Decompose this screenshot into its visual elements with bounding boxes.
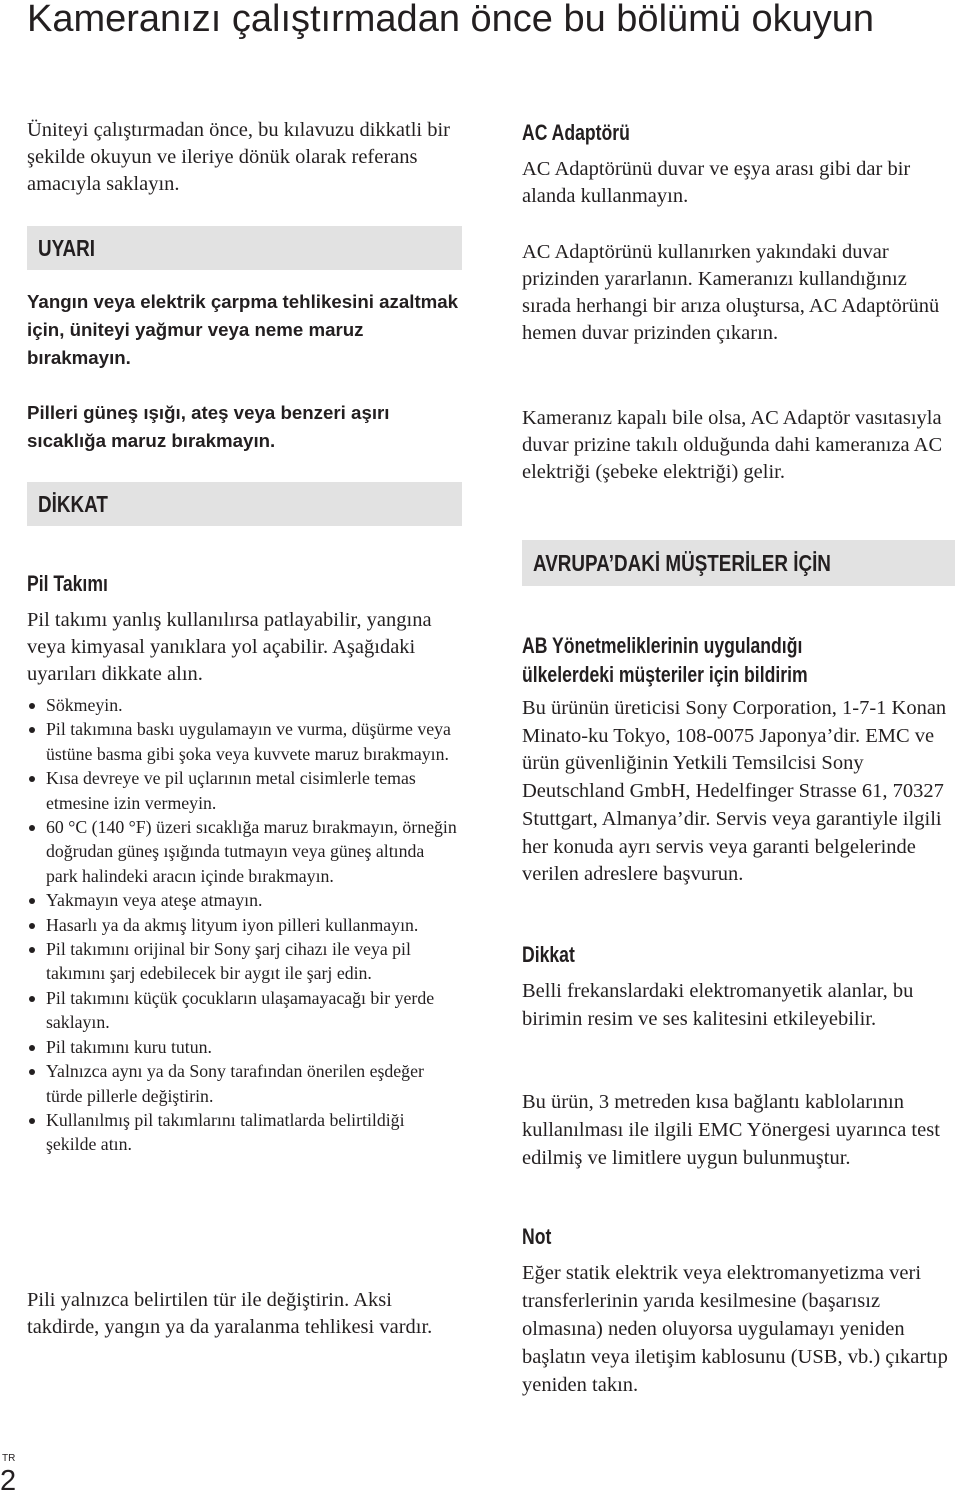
ab-text: Bu ürünün üreticisi Sony Corporation, 1-7-1 Konan Minato-ku Tokyo, 108-0075 Japonya’dir. EMC ve ürün güvenliğinin Yetkili Temsilcisi Sony Deutschland GmbH, Hedelfinger Strasse 61, 70327 Stuttgart, Almanya’dir. Servis veya garantiyle ilgili her konuda ayrı servis veya garanti belgelerinde verilen adreslere başvurun. [522, 697, 947, 886]
not-heading [522, 1223, 952, 1251]
uyari-label: UYARI [38, 234, 95, 261]
intro-text: Üniteyi çalıştırmadan önce, bu kılavuzu dikkatli bir şekilde okuyun ve ileriye dönük olarak referans amacıyla saklayın. [27, 119, 450, 195]
list-item: Yakmayın veya ateşe atmayın. [27, 888, 457, 912]
list-item: Sökmeyin. [27, 693, 457, 717]
list-item: Kullanılmış pil takımlarını talimatlarda belirtildiği şekilde atın. [27, 1108, 457, 1157]
pil-warning-list [27, 693, 457, 1157]
dikkat-heading-text: Dikkat [522, 942, 575, 967]
emc-text: Bu ürün, 3 metreden kısa bağlantı kablolarının kullanılması ile ilgili EMC Yönergesi uyarınca test edilmiş ve limitlere uygun bulunmuştur. [522, 1091, 940, 1169]
list-item: Pil takımını orijinal bir Sony şarj cihazı ile veya pil takımını şarj edebilecek bir aygıt ile şarj edin. [27, 937, 457, 986]
pil-intro: Pil takımı yanlış kullanılırsa patlayabilir, yangına veya kimyasal yanıklara yol açabilir. Aşağıdaki uyarıları dikkate alın. [27, 609, 432, 685]
avrupa-label: AVRUPA’DAKİ MÜŞTERİLER İÇİN [533, 549, 831, 576]
ac-heading [522, 119, 952, 147]
not-text: Eğer statik elektrik veya elektromanyetizma veri transferlerinin yarıda kesilmesine (başarısız olmasına) neden oluyorsa uygulamayı yeniden başlatın veya iletişim kablosunu (USB, vb.) çıkartıp yeniden takın. [522, 1262, 948, 1396]
dikkat-text: Belli frekanslardaki elektromanyetik alanlar, bu birimin resim ve ses kalitesini etkileyebilir. [522, 980, 914, 1030]
ac-paragraph-3: Kameranız kapalı bile olsa, AC Adaptör vasıtasıyla duvar prizine takılı olduğunda dahi kameranıza AC elektriği (şebeke elektriği) gelir. [522, 407, 943, 483]
pil-heading-text: Pil Takımı [27, 571, 108, 596]
list-item: Kısa devreye ve pil uçlarının metal cisimlerle temas etmesine izin vermeyin. [27, 766, 457, 815]
pil-heading [27, 570, 467, 598]
list-item: Yalnızca aynı ya da Sony tarafından önerilen eşdeğer türde pillerle değiştirin. [27, 1059, 457, 1108]
uyari-text-2: Pilleri güneş ışığı, ateş veya benzeri aşırı sıcaklığa maruz bırakmayın. [27, 402, 390, 451]
ac-paragraph-1: AC Adaptörünü duvar ve eşya arası gibi dar bir alanda kullanmayın. [522, 158, 911, 207]
ab-heading [522, 631, 952, 689]
ac-paragraph-2: AC Adaptörünü kullanırken yakındaki duvar prizinden yararlanın. Kameranızı kullandığınız sırada herhangi bir arıza oluştursa, AC Adaptörünü hemen duvar prizinden çıkarın. [522, 241, 940, 344]
page-title: Kameranızı çalıştırmadan önce bu bölümü okuyun [27, 0, 875, 40]
pil-closing: Pili yalnızca belirtilen tür ile değiştirin. Aksi takdirde, yangın ya da yaralanma tehlikesi vardır. [27, 1289, 433, 1338]
dikkat-heading [522, 941, 952, 969]
language-code: TR [2, 1453, 16, 1464]
page-number: 2 [0, 1465, 17, 1497]
ac-heading-text: AC Adaptörü [522, 120, 630, 145]
avrupa-band [522, 540, 955, 586]
list-item: Pil takımını kuru tutun. [27, 1035, 457, 1059]
uyari-text-1: Yangın veya elektrik çarpma tehlikesini azaltmak için, üniteyi yağmur veya neme maruz bırakmayın. [27, 291, 459, 368]
list-item: Pil takımını küçük çocukların ulaşamayacağı bir yerde saklayın. [27, 986, 457, 1035]
dikkat-band [27, 482, 462, 526]
uyari-band [27, 226, 462, 270]
not-heading-text: Not [522, 1224, 552, 1249]
dikkat-label: DİKKAT [38, 490, 108, 517]
list-item: Pil takımına baskı uygulamayın ve vurma, düşürme veya üstüne basma gibi şoka veya kuvvete maruz bırakmayın. [27, 717, 457, 766]
list-item: Hasarlı ya da akmış lityum iyon pilleri kullanmayın. [27, 913, 457, 937]
list-item: 60 °C (140 °F) üzeri sıcaklığa maruz bırakmayın, örneğin doğrudan güneş ışığında tutmayın veya güneş altında park halindeki aracın içinde bırakmayın. [27, 815, 457, 888]
ab-heading-text: AB Yönetmeliklerinin uygulandığı ülkelerdeki müşteriler için bildirim [522, 633, 808, 687]
